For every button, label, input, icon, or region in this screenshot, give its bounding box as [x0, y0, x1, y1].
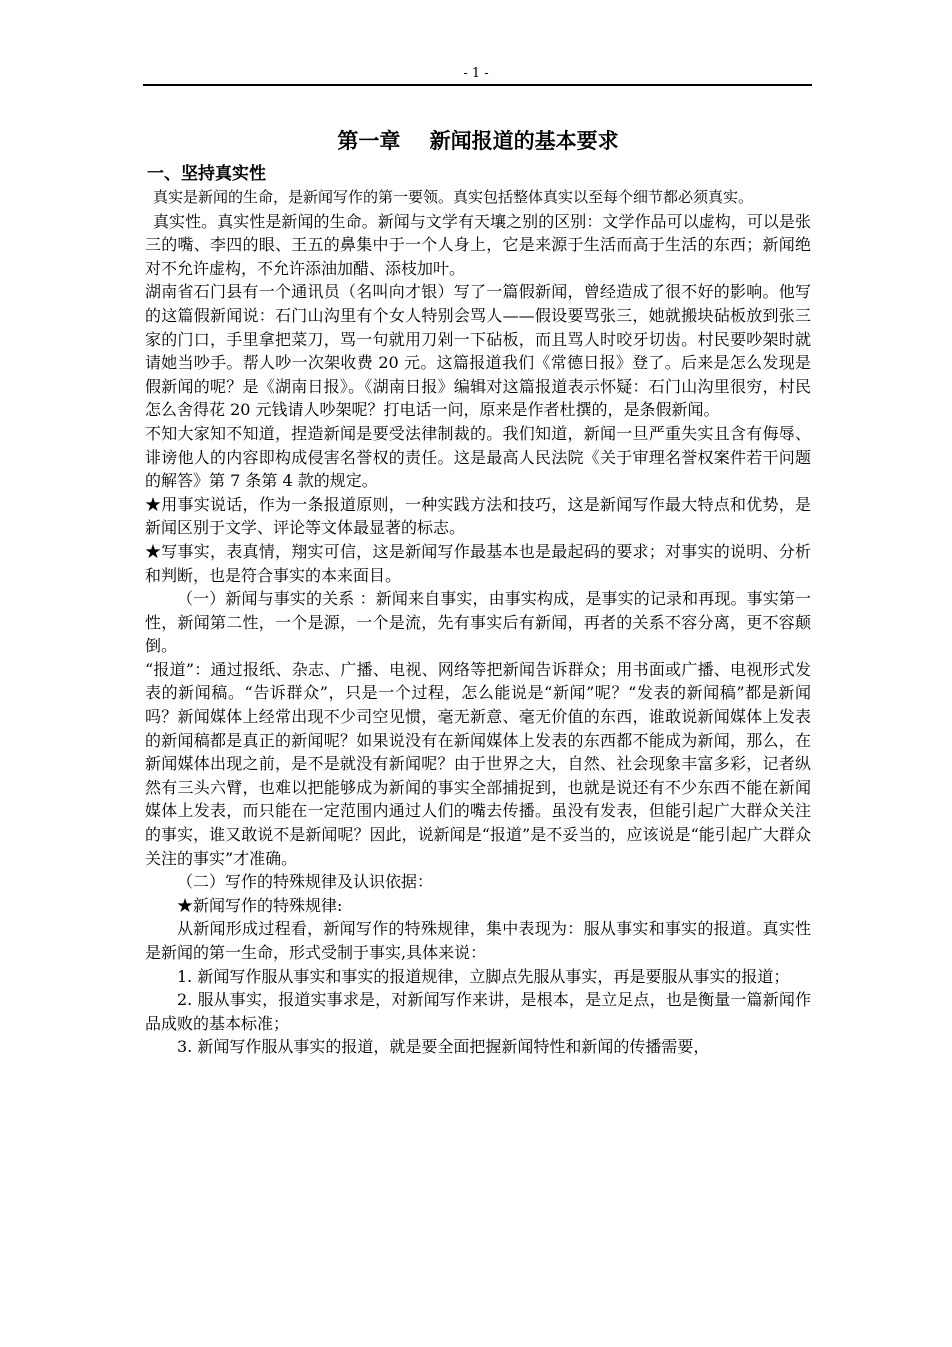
- section-title: 一、坚持真实性: [147, 164, 266, 184]
- paragraph-11: 从新闻形成过程看，新闻写作的特殊规律，集中表现为：服从事实和事实的报道。真实性是新闻的第一生命，形式受制于事实,具体来说：: [145, 919, 811, 962]
- page-number: - 1 -: [463, 66, 489, 81]
- paragraph-12: 1. 新闻写作服从事实和事实的报道规律，立脚点先服从事实，再是要服从事实的报道；: [177, 966, 790, 986]
- paragraph-8: “报道”：通过报纸、杂志、广播、电视、网络等把新闻告诉群众；用书面或广播、电视形式发表的新闻稿。“告诉群众”，只是一个过程，怎么能说是“新闻”呢？“发表的新闻稿”都是新闻吗？新闻媒体上经常出现不少司空见惯，毫无新意、毫无价值的东西，谁敢说新闻媒体上发表的新闻稿都是真正的新闻呢？如果说没有在新闻媒体上发表的东西都不能成为新闻，那么，在新闻媒体出现之前，是不是就没有新闻呢？由于世界之大，自然、社会现象丰富多彩，记者纵然有三头六臂，也难以把能够成为新闻的事实全部捕捉到，也就是说还有不少东西不能在新闻媒体上发表，而只能在一定范围内通过人们的嘴去传播。虽没有发表，但能引起广大群众关注的事实，谁又敢说不是新闻呢？因此，说新闻是“报道”是不妥当的，应该说是“能引起广大群众关注的事实”才准确。: [145, 659, 811, 868]
- paragraph-10: ★新闻写作的特殊规律:: [177, 895, 343, 915]
- chapter-title: 第一章 新闻报道的基本要求: [337, 128, 619, 153]
- paragraph-6: ★写事实，表真情，翔实可信，这是新闻写作最基本也是最起码的要求；对事实的说明、分析和判断，也是符合事实的本来面目。: [145, 541, 811, 585]
- paragraph-5: ★用事实说话，作为一条报道原则，一种实践方法和技巧，这是新闻写作最大特点和优势，是新闻区别于文学、评论等文体最显著的标志。: [145, 494, 811, 538]
- paragraph-14: 3. 新闻写作服从事实的报道，就是要全面把握新闻特性和新闻的传播需要，: [177, 1037, 710, 1057]
- paragraph-2: 真实性。真实性是新闻的生命。新闻与文学有天壤之别的区别：文学作品可以虚构，可以是张三的嘴、李四的眼、王五的鼻集中于一个人身上，它是来源于生活而高于生活的东西；新闻绝对不允许虚构，不允许添油加醋、添枝加叶。: [145, 211, 811, 278]
- paragraph-1: 真实是新闻的生命，是新闻写作的第一要领。真实包括整体真实以至每个细节都必须真实。: [153, 188, 754, 206]
- paragraph-4: 不知大家知不知道，捏造新闻是要受法律制裁的。我们知道，新闻一旦严重失实且含有侮辱、诽谤他人的内容即构成侵害名誉权的责任。这是最高人民法院《关于审理名誉权案件若干问题的解答》第 7 条第 4 款的规定。: [145, 423, 811, 491]
- paragraph-3: 湖南省石门县有一个通讯员（名叫向才银）写了一篇假新闻，曾经造成了很不好的影响。他写的这篇假新闻说：石门山沟里有个女人特别会骂人——假设要骂张三，她就搬块砧板放到张三家的门口，手里拿把菜刀，骂一句就用刀剁一下砧板，而且骂人时咬牙切齿。村民要吵架时就请她当吵手。帮人吵一次架收费 20 元。这篇报道我们《常德日报》登了。后来是怎么发现是假新闻的呢？是《湖南日报》。《湖南日报》编辑对这篇报道表示怀疑：石门山沟里很穷，村民怎么舍得花 20 元钱请人吵架呢？打电话一问，原来是作者杜撰的，是条假新闻。: [145, 282, 811, 420]
- document-body: [145, 124, 811, 1059]
- header-rule: [143, 84, 812, 86]
- paragraph-13: 2. 服从事实，报道实事求是，对新闻写作来讲，是根本，是立足点，也是衡量一篇新闻作品成败的基本标准；: [145, 990, 811, 1033]
- paragraph-9: （二）写作的特殊规律及认识依据：: [177, 872, 434, 892]
- paragraph-7: （一）新闻与事实的关系 ：新闻来自事实，由事实构成，是事实的记录和再现。事实第一性，新闻第二性，一个是源，一个是流，先有事实后有新闻，再者的关系不容分离，更不容颠倒。: [145, 589, 811, 656]
